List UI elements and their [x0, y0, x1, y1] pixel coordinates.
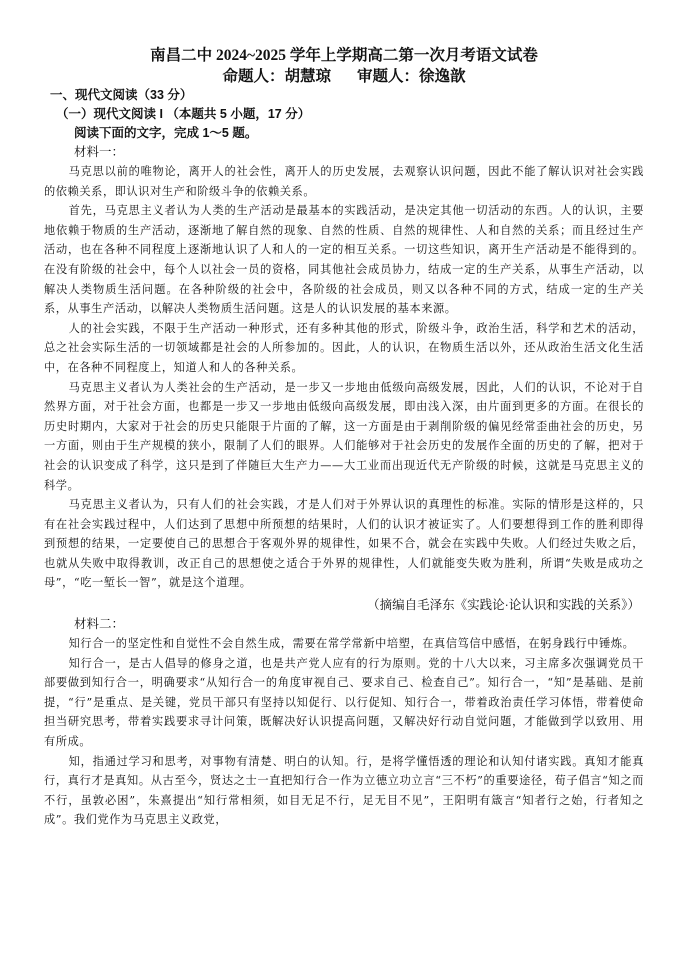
- material-1-paragraph: 马克思主义者认为，只有人们的社会实践，才是人们对于外界认识的真理性的标准。实际的情形是这样的，只有在社会实践过程中，人们达到了思想中所预想的结果时，人们的认识才被证实了。人们要想得到工作的胜利即得到预想的结果，一定要使自己的思想合于客观外界的规律性，如果不合，就会在实践中失败。人们经过失败之后，也就从失败中取得教训，改正自己的思想使之适合于外界的规律性，人们就能变失败为胜利，所谓“失败是成功之母”，“吃一堑长一智”，就是这个道理。: [44, 498, 644, 590]
- material-1-paragraph: 马克思主义者认为人类社会的生产活动，是一步又一步地由低级向高级发展，因此，人们的认识，不论对于自然界方面，对于社会方面，也都是一步又一步地由低级向高级发展，即由浅入深，由片面到更多的方面。在很长的历史时期内，大家对于社会的历史只能限于片面的了解，这一方面是由于剥削阶级的偏见经常歪曲社会的历史，另一方面，则由于生产规模的狭小，限制了人们的眼界。人们能够对于社会历史的发展作全面的历史的了解，把对于社会的认识变成了科学，这只是到了伴随巨大生产力——大工业而出现近代无产阶级的时候，这就是马克思主义的科学。: [44, 380, 644, 492]
- material-2-paragraph: 知行合一的坚定性和自觉性不会自然生成，需要在常学常新中培塑，在真信笃信中感悟，在躬身践行中锤炼。: [68, 637, 635, 651]
- material-1-paragraph: 马克思以前的唯物论，离开人的社会性，离开人的历史发展，去观察认识问题，因此不能了解认识对社会实践的依赖关系，即认识对生产和阶级斗争的依赖关系。: [44, 165, 644, 198]
- material-2-paragraph: 知行合一，是古人倡导的修身之道，也是共产党人应有的行为原则。党的十八大以来，习主席多次强调党员干部要做到知行合一，明确要求“从知行合一的角度审视自己、要求自己、检查自己”。知行合一，“知”是基础、是前提，“行”是重点、是关键，党员干部只有坚持以知促行、以行促知、知行合一，带着政治责任学习体悟，带着使命担当研究思考，带着实践要求寻计问策，既解决好认识提高问题，又解决好行动自觉问题，才能做到学以致用、用有所成。: [44, 656, 644, 749]
- material-1-label: 材料一：: [74, 145, 125, 159]
- material-1-source: （摘编自毛泽东《实践论·论认识和实践的关系》）: [367, 598, 640, 613]
- subsection-heading: （一）现代文阅读 I （本题共 5 小题，17 分）: [56, 107, 311, 121]
- exam-title: 南昌二中 2024~2025 学年上学期高二第一次月考语文试卷: [150, 47, 538, 64]
- author-line: 命题人：胡慧琼: [222, 66, 331, 85]
- material-2-paragraph: 知，指通过学习和思考，对事物有清楚、明白的认知。行，是将学懂悟透的理论和认知付诸实践。真知才能真行，真行才是真知。从古至今，贤达之士一直把知行合一作为立德立功立言“三不朽”的重要途径，荀子倡言“知之而不行，虽敦必困”，朱熹提出“知行常相须，如目无足不行，足无目不见”，王阳明有箴言“知者行之始，行者知之成”。我们党作为马克思主义政党，: [44, 754, 644, 827]
- reading-instruction: 阅读下面的文字，完成 1～5 题。: [74, 126, 258, 140]
- material-1-paragraph: 人的社会实践，不限于生产活动一种形式，还有多种其他的形式，阶级斗争，政治生活，科学和艺术的活动，总之社会实际生活的一切领域都是社会的人所参加的。因此，人的认识，在物质生活以外，还从政治生活文化生活中，在各种不同程度上，知道人和人的各种关系。: [44, 321, 644, 374]
- material-1-paragraph: 首先，马克思主义者认为人类的生产活动是最基本的实践活动，是决定其他一切活动的东西。人的认识，主要地依赖于物质的生产活动，逐渐地了解自然的现象、自然的性质、自然的规律性、人和自然的关系；而且经过生产活动，也在各种不同程度上逐渐地认识了人和人的一定的相互关系。一切这些知识，离开生产活动是不能得到的。在没有阶级的社会中，每个人以社会一员的资格，同其他社会成员协力，结成一定的生产关系，从事生产活动，以解决人类物质生活问题。在各种阶级的社会中，各阶级的社会成员，则又以各种不同的方式，结成一定的生产关系，从事生产活动，以解决人类物质生活问题。这是人的认识发展的基本来源。: [44, 204, 644, 316]
- exam-authors: [44, 66, 644, 86]
- reviewer-line: 审题人：徐逸歆: [357, 66, 466, 85]
- section-heading: 一、现代文阅读（33 分）: [50, 88, 193, 102]
- material-2-label: 材料二：: [74, 617, 125, 632]
